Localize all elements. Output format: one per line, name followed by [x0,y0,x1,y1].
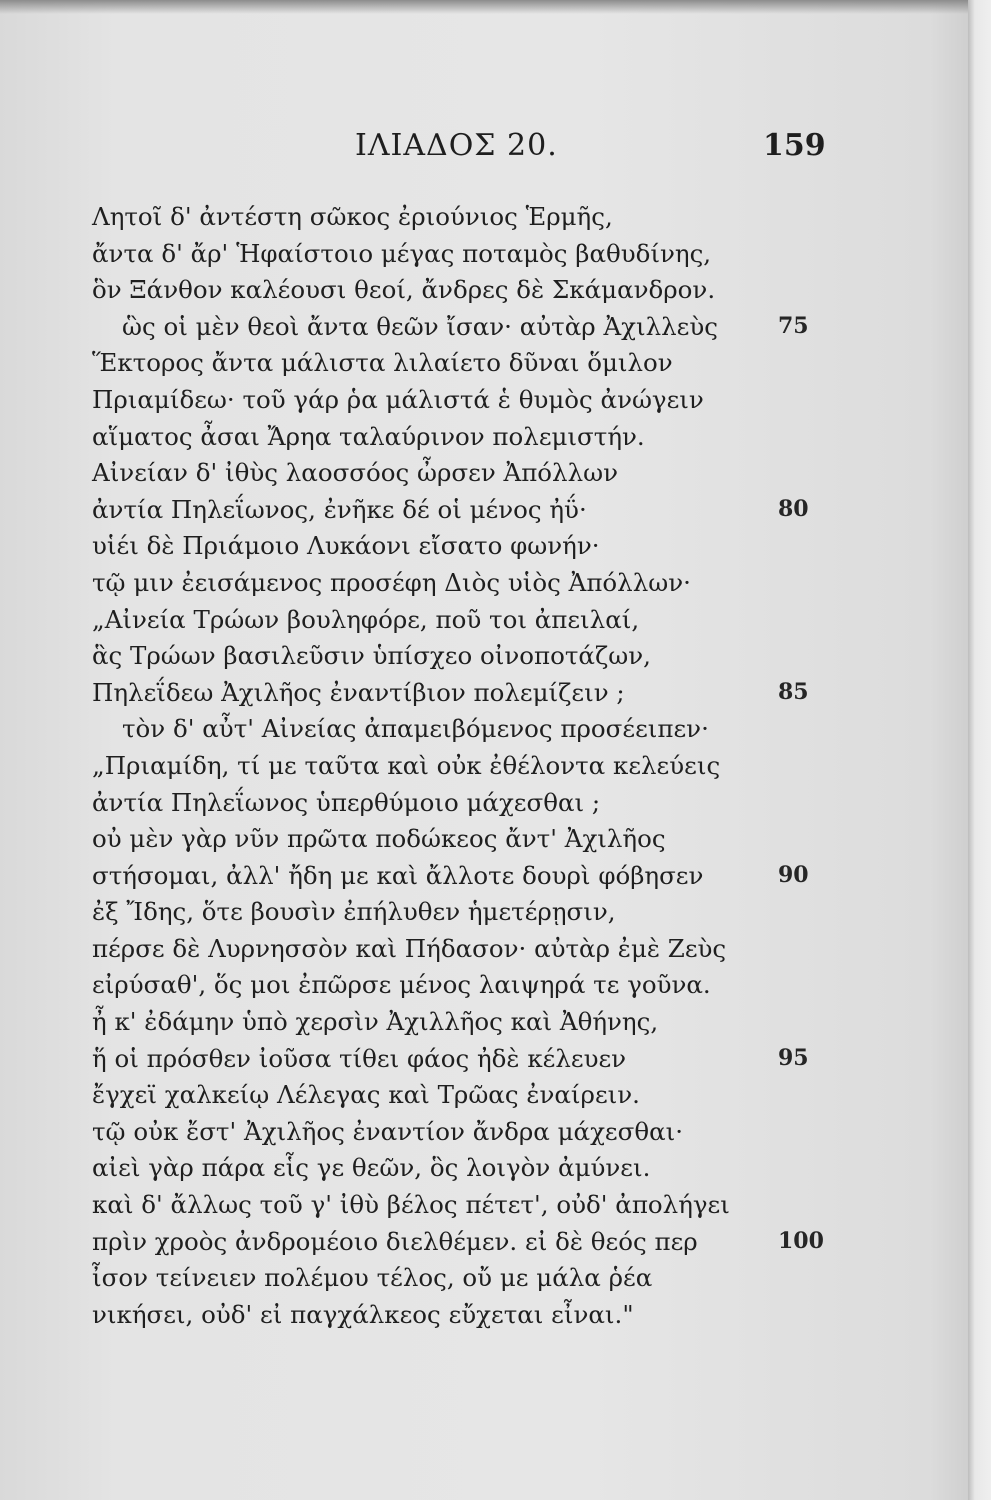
line-number: 90 [778,862,809,888]
verse-line: Ἕκτορος ἄντα μάλιστα λιλαίετο δῦναι ὅμιλον [92,348,673,378]
line-number: 95 [778,1045,809,1071]
verse-line: Αἰνείαν δ' ἰθὺς λαοσσόος ὦρσεν Ἀπόλλων [92,458,618,488]
running-head: ΙΛΙΑΔΟΣ 20. [355,128,558,163]
verse-line: ἔγχεϊ χαλκείῳ Λέλεγας καὶ Τρῶας ἐναίρειν. [92,1080,640,1110]
verse-line: Λητοῖ δ' ἀντέστη σῶκος ἐριούνιος Ἑρμῆς, [92,202,613,231]
verse-line: „Αἰνεία Τρώων βουληφόρε, ποῦ τοι ἀπειλαί, [92,604,640,634]
verse-line: „Πριαμίδη, τί με ταῦτα καὶ οὐκ ἐθέλοντα κελεύεις [92,750,721,780]
verse-line: πρὶν χροὸς ἀνδρομέοιο διελθέμεν. εἰ δὲ θεός περ [92,1226,698,1256]
verse-block [92,199,772,1333]
line-number: 80 [778,496,809,522]
verse-line: εἰρύσαθ', ὅς μοι ἐπῶρσε μένος λαιψηρά τε γοῦνα. [92,970,711,1000]
page-edge-strip [968,0,991,1500]
line-number: 100 [778,1228,824,1254]
line-number: 75 [778,313,809,339]
verse-line: Πηλεΐδεω Ἀχιλῆος ἐναντίβιον πολεμίζειν ; [92,677,625,707]
verse-line: ἥ οἱ πρόσθεν ἰοῦσα τίθει φάος ἠδὲ κέλευεν [92,1043,627,1073]
verse-line: ἦ κ' ἐδάμην ὑπὸ χερσὶν Ἀχιλλῆος καὶ Ἀθήνης, [92,1007,659,1037]
verse-line: ἄντα δ' ἄρ' Ἡφαίστοιο μέγας ποταμὸς βαθυδίνης, [92,238,712,268]
verse-line: ἃς Τρώων βασιλεῦσιν ὑπίσχεο οἰνοποτάζων, [92,641,651,671]
verse-line: τῷ οὐκ ἔστ' Ἀχιλῆος ἐναντίον ἄνδρα μάχεσθαι· [92,1116,684,1146]
verse-line: ὣς οἱ μὲν θεοὶ ἄντα θεῶν ἴσαν· αὐτὰρ Ἀχιλλεὺς [122,311,718,341]
verse-line: καὶ δ' ἄλλως τοῦ γ' ἰθὺ βέλος πέτετ', οὐδ' ἀπολήγει [92,1190,730,1220]
verse-line: στήσομαι, ἀλλ' ἤδη με καὶ ἄλλοτε δουρὶ φόβησεν [92,860,704,890]
verse-line: αἰεὶ γὰρ πάρα εἷς γε θεῶν, ὃς λοιγὸν ἀμύνει. [92,1153,651,1183]
verse-line: τῷ μιν ἐεισάμενος προσέφη Διὸς υἱὸς Ἀπόλλων· [92,567,691,597]
verse-line: αἵματος ἆσαι Ἄρηα ταλαύρινον πολεμιστήν. [92,421,645,451]
verse-line: πέρσε δὲ Λυρνησσὸν καὶ Πήδασον· αὐτὰρ ἐμὲ Ζεὺς [92,933,727,963]
verse-line: ἀντία Πηλεΐωνος, ἐνῆκε δέ οἱ μένος ἠΰ· [92,494,587,524]
page-top-shadow [0,0,968,14]
verse-line: ἀντία Πηλεΐωνος ὑπερθύμοιο μάχεσθαι ; [92,787,601,817]
line-number: 85 [778,679,809,705]
verse-line: Πριαμίδεω· τοῦ γάρ ῥα μάλιστά ἑ θυμὸς ἀνώγειν [92,384,704,414]
verse-line: ἶσον τείνειεν πολέμου τέλος, οὔ με μάλα ῥέα [92,1263,653,1293]
verse-line: ἐξ Ἴδης, ὅτε βουσὶν ἐπήλυθεν ἡμετέρῃσιν, [92,897,616,927]
verse-line: τὸν δ' αὖτ' Αἰνείας ἀπαμειβόμενος προσέειπεν· [122,714,709,744]
verse-line: ὃν Ξάνθον καλέουσι θεοί, ἄνδρες δὲ Σκάμανδρον. [92,275,716,305]
verse-line: νικήσει, οὐδ' εἰ παγχάλκεος εὔχεται εἶναι." [92,1299,634,1329]
verse-line: οὐ μὲν γὰρ νῦν πρῶτα ποδώκεος ἄντ' Ἀχιλῆος [92,824,666,854]
verse-line: υἱέι δὲ Πριάμοιο Λυκάονι εἴσατο φωνήν· [92,531,600,561]
page-number: 159 [763,128,826,163]
